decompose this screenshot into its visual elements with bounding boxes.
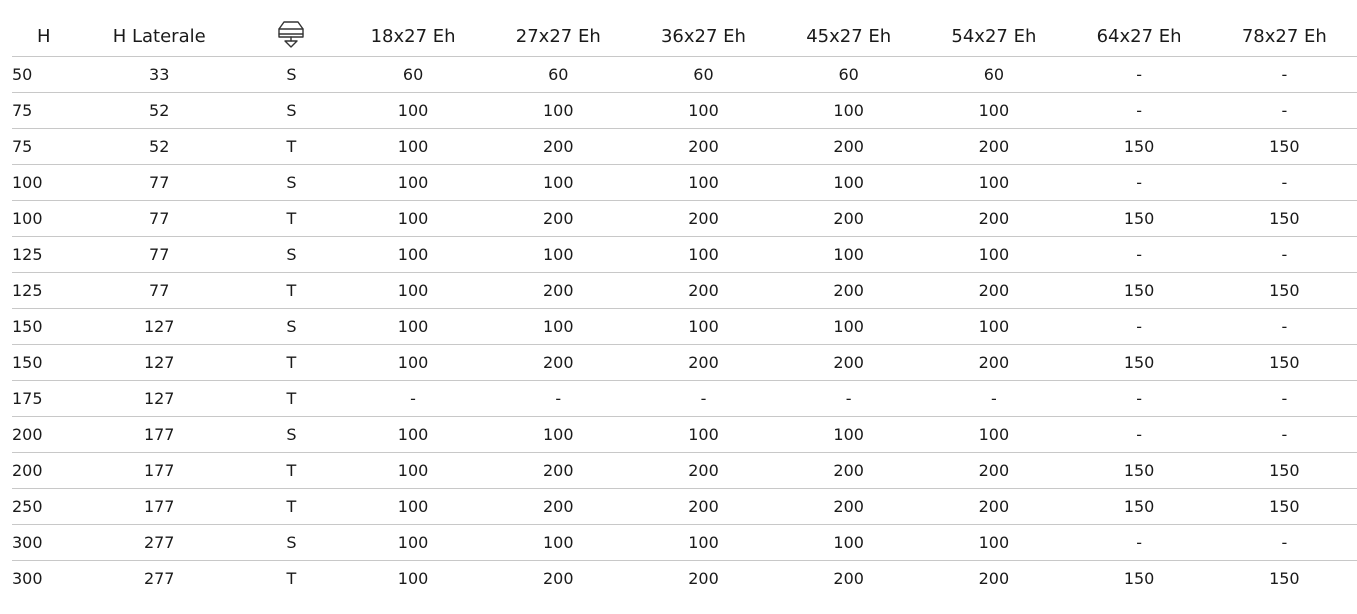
spec-table [12,16,1357,596]
cell-value: 200 [631,345,776,381]
table-row [12,453,1357,489]
cell-type: T [242,201,340,237]
cell-value: 100 [340,417,485,453]
cell-value: 200 [921,201,1066,237]
cell-value: 200 [921,489,1066,525]
cell-type: S [242,417,340,453]
cell-value: 100 [486,165,631,201]
cell-value: 150 [1066,453,1211,489]
cell-value: 100 [921,165,1066,201]
base-tray-icon [277,20,305,52]
table-header [12,16,1357,57]
cell-value: 100 [631,525,776,561]
cell-h: 200 [12,417,76,453]
header-row [12,16,1357,57]
cell-value: - [1212,381,1357,417]
cell-value: 200 [921,129,1066,165]
cell-value: 100 [340,129,485,165]
table-body [12,57,1357,597]
cell-h: 250 [12,489,76,525]
cell-value: 100 [631,93,776,129]
cell-value: 150 [1066,273,1211,309]
col-header-h-laterale: H Laterale [76,16,242,57]
cell-value: 150 [1066,489,1211,525]
cell-value: - [340,381,485,417]
cell-value: - [1066,165,1211,201]
cell-h: 200 [12,453,76,489]
cell-value: 200 [486,201,631,237]
cell-type: S [242,237,340,273]
cell-value: - [1212,237,1357,273]
cell-value: 200 [486,453,631,489]
cell-h-laterale: 77 [76,237,242,273]
col-header-size: 54x27 Eh [921,16,1066,57]
cell-type: S [242,165,340,201]
cell-value: 100 [921,417,1066,453]
cell-value: 100 [397,569,429,588]
cell-value: 200 [776,273,921,309]
cell-type: S [242,525,340,561]
cell-value: - [776,381,921,417]
table-row [12,237,1357,273]
cell-h-laterale: 127 [76,309,242,345]
cell-value: 150 [1066,345,1211,381]
cell-value: 100 [340,165,485,201]
cell-value: 100 [921,525,1066,561]
cell-h: 75 [12,93,76,129]
cell-h: 175 [12,381,76,417]
cell-value: 150 [1212,489,1357,525]
cell-h-laterale: 77 [76,273,242,309]
table-row [12,129,1357,165]
cell-value: 150 [1212,345,1357,381]
cell-value: - [1212,525,1357,561]
cell-value: - [1212,93,1357,129]
cell-value: - [1212,57,1357,93]
cell-value: 200 [776,201,921,237]
cell-value: - [1066,525,1211,561]
cell-value: 100 [340,345,485,381]
cell-value: - [1066,381,1211,417]
cell-type: S [242,57,340,93]
cell-value: 200 [631,201,776,237]
table-row [12,201,1357,237]
cell-value: 200 [688,569,719,588]
cell-type: S [242,93,340,129]
cell-h-laterale: 177 [76,489,242,525]
cell-value: 100 [486,417,631,453]
cell-value: 60 [776,57,921,93]
cell-value: 200 [921,453,1066,489]
cell-value: 200 [631,453,776,489]
cell-value: 200 [543,569,574,588]
cell-value: 200 [631,273,776,309]
cell-h-laterale: 127 [76,345,242,381]
cell-value: 100 [631,417,776,453]
cell-type: T [242,273,340,309]
cell-value: 200 [631,489,776,525]
cell-value: 60 [486,57,631,93]
cell-value: 200 [486,273,631,309]
cell-h: 125 [12,237,76,273]
cell-value: 100 [340,273,485,309]
cell-h-laterale: 127 [76,381,242,417]
cell-type: T [242,345,340,381]
table-row [12,93,1357,129]
cell-value: 200 [486,489,631,525]
cell-value: 100 [486,309,631,345]
cell-value: 200 [776,345,921,381]
cell-value: - [1212,309,1357,345]
cell-value: 100 [340,237,485,273]
cell-h-laterale: 177 [76,417,242,453]
cell-value: 100 [921,309,1066,345]
table-row [12,489,1357,525]
cell-h-laterale: 277 [143,569,175,588]
cell-value: 150 [1269,569,1300,588]
cell-value: 150 [1212,273,1357,309]
table-row [12,345,1357,381]
cell-h-laterale: 77 [76,165,242,201]
cell-value: - [486,381,631,417]
cell-value: 100 [340,309,485,345]
cell-value: 200 [486,345,631,381]
cell-h: 300 [12,525,76,561]
cell-value: 200 [776,489,921,525]
cell-value: - [921,381,1066,417]
cell-h: 300 [12,569,43,588]
col-header-h: H [12,16,76,57]
cell-value: 200 [921,273,1066,309]
cell-value: 200 [776,453,921,489]
col-header-size: 78x27 Eh [1212,16,1357,57]
cell-value: 100 [340,453,485,489]
cell-h: 125 [12,273,76,309]
table-row [12,273,1357,309]
cell-value: - [1066,93,1211,129]
cell-value: 100 [776,525,921,561]
cell-type: S [242,309,340,345]
cell-value: 200 [776,129,921,165]
cell-value: 100 [776,417,921,453]
cell-h: 150 [12,345,76,381]
cell-value: 100 [921,93,1066,129]
cell-h: 100 [12,165,76,201]
cell-value: 100 [340,489,485,525]
cell-h-laterale: 52 [76,129,242,165]
col-header-icon [242,16,340,57]
cell-value: 100 [776,93,921,129]
cell-value: - [631,381,776,417]
cell-h-laterale: 177 [76,453,242,489]
cell-value: 200 [631,129,776,165]
cell-value: 100 [486,525,631,561]
cell-type: T [242,489,340,525]
table-row [12,417,1357,453]
cell-value: 150 [1066,201,1211,237]
cell-h: 100 [12,201,76,237]
table-row [12,381,1357,417]
col-header-size: 36x27 Eh [631,16,776,57]
cell-h-laterale: 52 [76,93,242,129]
cell-value: 100 [486,237,631,273]
cell-value: - [1066,417,1211,453]
cell-value: - [1066,237,1211,273]
table-row [12,165,1357,201]
cell-value: 150 [1212,129,1357,165]
cell-value: 150 [1212,453,1357,489]
cell-value: 100 [340,93,485,129]
cell-type: T [242,453,340,489]
cell-h-laterale: 277 [76,525,242,561]
cell-value: 150 [1123,569,1155,588]
cell-value: - [1066,309,1211,345]
cell-value: 60 [921,57,1066,93]
table-row [12,561,1357,597]
cell-value: 150 [1066,129,1211,165]
cell-value: 200 [921,345,1066,381]
cell-value: 100 [776,309,921,345]
cell-value: 200 [486,129,631,165]
cell-value: 100 [776,165,921,201]
cell-value: 150 [1212,201,1357,237]
cell-value: 100 [340,201,485,237]
cell-value: 100 [631,165,776,201]
cell-value: - [1066,57,1211,93]
col-header-size: 27x27 Eh [486,16,631,57]
cell-value: 100 [921,237,1066,273]
cell-value: - [1212,417,1357,453]
cell-value: 60 [631,57,776,93]
col-header-size: 18x27 Eh [340,16,485,57]
cell-h: 150 [12,309,76,345]
cell-value: 200 [978,569,1010,588]
cell-value: 100 [631,237,776,273]
cell-value: 60 [340,57,485,93]
cell-value: 100 [340,525,485,561]
col-header-size: 45x27 Eh [776,16,921,57]
cell-h-laterale: 33 [76,57,242,93]
cell-value: 100 [486,93,631,129]
cell-value: - [1212,165,1357,201]
cell-value: 200 [833,569,864,588]
cell-value: 100 [776,237,921,273]
table-row [12,57,1357,93]
cell-h: 50 [12,57,76,93]
table-row [12,525,1357,561]
cell-type: T [242,129,340,165]
table-row [12,309,1357,345]
cell-type: T [242,381,340,417]
cell-type: T [286,569,297,588]
cell-h: 75 [12,129,76,165]
col-header-size: 64x27 Eh [1066,16,1211,57]
cell-value: 100 [631,309,776,345]
cell-h-laterale: 77 [76,201,242,237]
